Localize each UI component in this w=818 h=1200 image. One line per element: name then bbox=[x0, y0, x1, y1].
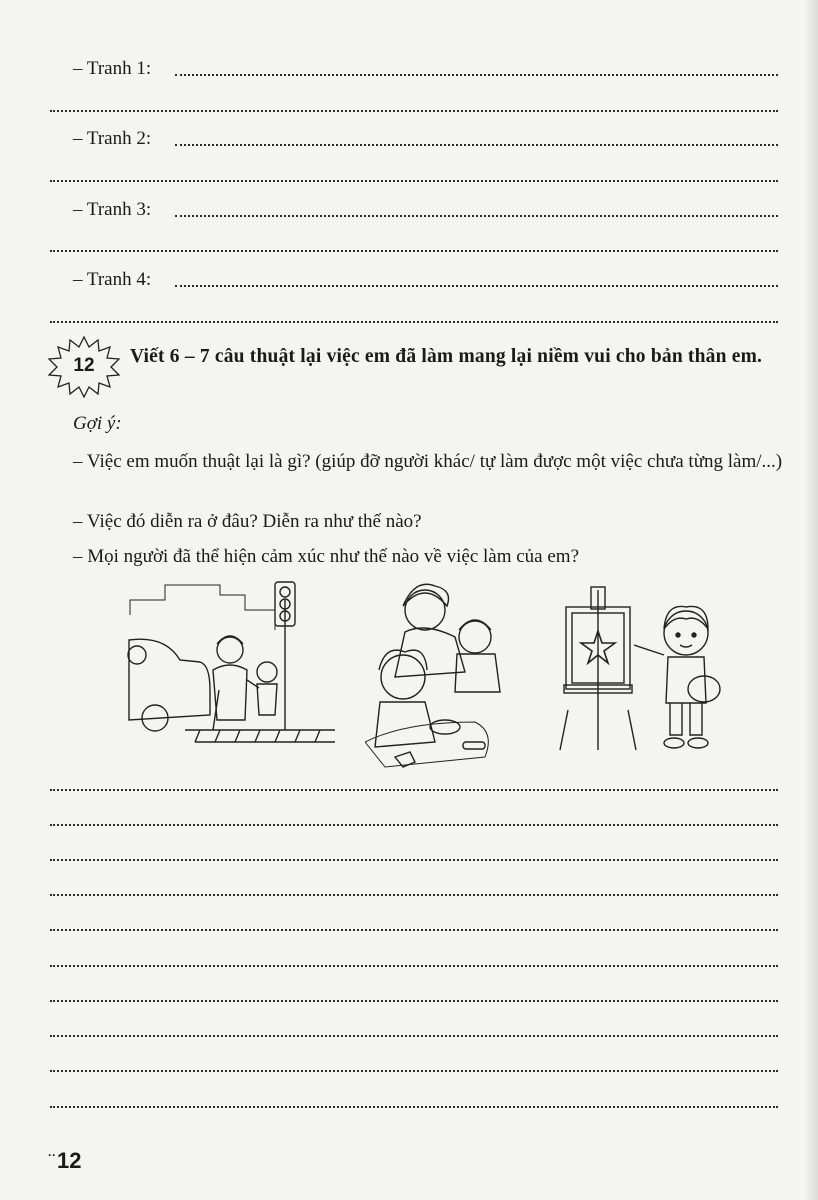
tranh-2-label: – Tranh 2: bbox=[73, 128, 152, 149]
writing-line[interactable] bbox=[50, 965, 778, 967]
tranh-2-answer-line[interactable] bbox=[175, 144, 778, 146]
page-number bbox=[48, 1148, 81, 1174]
tranh-1-answer-line[interactable] bbox=[175, 74, 778, 76]
writing-line[interactable] bbox=[50, 1106, 778, 1108]
answer-line[interactable] bbox=[50, 110, 778, 112]
page-edge-shadow bbox=[804, 0, 818, 1200]
writing-line[interactable] bbox=[50, 929, 778, 931]
tranh-3-answer-line[interactable] bbox=[175, 215, 778, 217]
hint-item-3: – Mọi người đã thể hiện cảm xúc như thế nào về việc làm của em? bbox=[73, 546, 580, 567]
writing-line[interactable] bbox=[50, 894, 778, 896]
answer-line[interactable] bbox=[50, 321, 778, 323]
page-number-value: 12 bbox=[57, 1148, 82, 1173]
boy-painting-illustration bbox=[558, 585, 728, 760]
writing-line[interactable] bbox=[50, 1070, 778, 1072]
crossing-street-illustration bbox=[125, 580, 335, 755]
tranh-3-label: – Tranh 3: bbox=[73, 199, 152, 220]
answer-line[interactable] bbox=[50, 250, 778, 252]
writing-line[interactable] bbox=[50, 1035, 778, 1037]
hint-item-2: – Việc đó diễn ra ở đâu? Diễn ra như thế nào? bbox=[73, 511, 422, 532]
exercise-number-badge bbox=[47, 336, 121, 398]
writing-line[interactable] bbox=[50, 859, 778, 861]
exercise-number: 12 bbox=[73, 355, 95, 376]
answer-line[interactable] bbox=[50, 180, 778, 182]
exercise-title: Viết 6 – 7 câu thuật lại việc em đã làm mang lại niềm vui cho bản thân em. bbox=[130, 346, 763, 367]
writing-line[interactable] bbox=[50, 789, 778, 791]
tranh-1-label: – Tranh 1: bbox=[73, 58, 152, 79]
writing-line[interactable] bbox=[50, 824, 778, 826]
tranh-4-answer-line[interactable] bbox=[175, 285, 778, 287]
tranh-4-label: – Tranh 4: bbox=[73, 269, 152, 290]
writing-line[interactable] bbox=[50, 1000, 778, 1002]
hint-title: Gợi ý: bbox=[73, 413, 122, 434]
family-baking-illustration bbox=[365, 582, 515, 777]
hint-item-1: – Việc em muốn thuật lại là gì? (giúp đỡ người khác/ tự làm được một việc chưa từng làm/...) bbox=[73, 451, 783, 472]
page-number-prefix: ·· bbox=[48, 1148, 56, 1162]
